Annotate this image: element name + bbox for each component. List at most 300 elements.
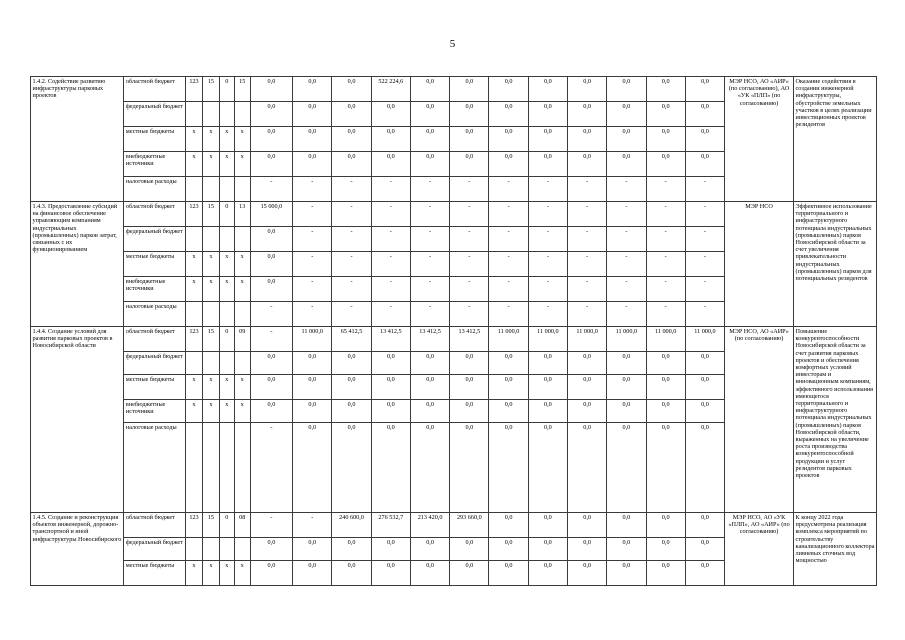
amount-cell: 0,0 xyxy=(371,423,410,513)
item-title: 1.4.3. Предоставление субсидий на финансовое обеспечение управляющим компаниям индустриальных (промышленных) парков затрат, связанных с их функционированием xyxy=(31,202,124,327)
amount-cell: - xyxy=(646,202,685,227)
amount-cell: - xyxy=(410,252,449,277)
budget-code xyxy=(219,102,234,127)
amount-cell: - xyxy=(646,302,685,327)
funding-source: внебюджетные источники xyxy=(124,277,186,302)
budget-code: x xyxy=(185,400,202,423)
budget-code xyxy=(219,177,234,202)
amount-cell: - xyxy=(450,202,489,227)
amount-cell: 0,0 xyxy=(293,77,332,102)
budget-code: x xyxy=(185,127,202,152)
budget-code: x xyxy=(234,400,250,423)
amount-cell: - xyxy=(489,227,528,252)
amount-cell: 0,0 xyxy=(607,152,646,177)
amount-cell: 0,0 xyxy=(450,152,489,177)
budget-code: x xyxy=(219,252,234,277)
amount-cell: 0,0 xyxy=(250,252,292,277)
budget-code: 09 xyxy=(234,327,250,352)
amount-cell: - xyxy=(293,252,332,277)
amount-cell: 0,0 xyxy=(332,102,371,127)
amount-cell: 0,0 xyxy=(607,538,646,561)
amount-cell: - xyxy=(607,277,646,302)
table-row xyxy=(31,327,877,352)
amount-cell: 0,0 xyxy=(332,127,371,152)
amount-cell: - xyxy=(410,277,449,302)
amount-cell: 13 412,5 xyxy=(371,327,410,352)
amount-cell: - xyxy=(450,227,489,252)
amount-cell: - xyxy=(568,202,607,227)
amount-cell: - xyxy=(607,177,646,202)
amount-cell: - xyxy=(250,177,292,202)
amount-cell: 0,0 xyxy=(450,77,489,102)
amount-cell: 0,0 xyxy=(332,352,371,375)
budget-code xyxy=(185,423,202,513)
amount-cell: 0,0 xyxy=(685,127,724,152)
amount-cell: 0,0 xyxy=(489,102,528,127)
amount-cell: - xyxy=(332,252,371,277)
amount-cell: 0,0 xyxy=(489,513,528,538)
amount-cell: - xyxy=(489,202,528,227)
amount-cell: 65 412,5 xyxy=(332,327,371,352)
amount-cell: 0,0 xyxy=(410,561,449,586)
amount-cell: 0,0 xyxy=(607,352,646,375)
funding-source: областной бюджет xyxy=(124,513,186,538)
amount-cell: 0,0 xyxy=(371,102,410,127)
budget-code xyxy=(185,102,202,127)
amount-cell: - xyxy=(250,513,292,538)
funding-source: федеральный бюджет xyxy=(124,227,186,252)
table-row xyxy=(31,77,877,102)
amount-cell: 0,0 xyxy=(410,400,449,423)
budget-code xyxy=(234,352,250,375)
budget-code: x xyxy=(219,277,234,302)
amount-cell: - xyxy=(371,177,410,202)
amount-cell: - xyxy=(489,302,528,327)
funding-source: местные бюджеты xyxy=(124,375,186,400)
amount-cell: - xyxy=(646,252,685,277)
amount-cell: 0,0 xyxy=(568,513,607,538)
amount-cell: 0,0 xyxy=(568,352,607,375)
budget-code: x xyxy=(234,127,250,152)
amount-cell: 13 412,5 xyxy=(410,327,449,352)
budget-code: x xyxy=(202,152,219,177)
budget-code: x xyxy=(185,277,202,302)
amount-cell: - xyxy=(410,202,449,227)
expected-result-cell: Повышение конкурентоспособности Новосибирской области за счет развития парковых проектов и обеспечения комфортных условий инвесторам и инновационным компаниям, эффективного использования имеющегося территориального и инфраструктурного потенциала индустриальных (промышленных) парков Новосибирской области, выраженных на увеличение роста производства конкурентоспособной продукции и услуг резидентов парковых проектов xyxy=(794,327,877,513)
amount-cell: 0,0 xyxy=(250,561,292,586)
amount-cell: - xyxy=(685,202,724,227)
amount-cell: - xyxy=(646,177,685,202)
amount-cell: - xyxy=(332,302,371,327)
budget-code xyxy=(234,423,250,513)
budget-code xyxy=(234,302,250,327)
amount-cell: - xyxy=(371,202,410,227)
amount-cell: 0,0 xyxy=(528,352,567,375)
budget-code xyxy=(185,227,202,252)
amount-cell: 0,0 xyxy=(371,538,410,561)
amount-cell: 0,0 xyxy=(332,152,371,177)
item-title: 1.4.4. Создание условий для развития парковых проектов в Новосибирской области xyxy=(31,327,124,513)
amount-cell: - xyxy=(250,423,292,513)
amount-cell: - xyxy=(607,252,646,277)
amount-cell: - xyxy=(646,227,685,252)
amount-cell: 13 412,5 xyxy=(450,327,489,352)
budget-code: 123 xyxy=(185,77,202,102)
budget-code: x xyxy=(234,277,250,302)
amount-cell: 0,0 xyxy=(250,77,292,102)
amount-cell: 0,0 xyxy=(293,375,332,400)
item-title: 1.4.5. Создание и реконструкция объектов инженерной, дорожно-транспортной и иной инфраструктуры Новосибирского xyxy=(31,513,124,586)
amount-cell: 0,0 xyxy=(250,277,292,302)
amount-cell: 0,0 xyxy=(410,77,449,102)
funding-source: федеральный бюджет xyxy=(124,538,186,561)
amount-cell: 0,0 xyxy=(685,152,724,177)
budget-code xyxy=(185,352,202,375)
amount-cell: 0,0 xyxy=(646,400,685,423)
funding-source: налоговые расходы xyxy=(124,177,186,202)
amount-cell: - xyxy=(332,177,371,202)
budget-code: 15 xyxy=(202,327,219,352)
budget-code xyxy=(202,423,219,513)
amount-cell: 0,0 xyxy=(410,127,449,152)
amount-cell: 0,0 xyxy=(332,561,371,586)
budget-code xyxy=(202,227,219,252)
amount-cell: 0,0 xyxy=(332,423,371,513)
amount-cell: 0,0 xyxy=(293,400,332,423)
funding-source: налоговые расходы xyxy=(124,423,186,513)
amount-cell: - xyxy=(293,513,332,538)
amount-cell: 0,0 xyxy=(332,538,371,561)
amount-cell: 0,0 xyxy=(646,375,685,400)
amount-cell: - xyxy=(568,227,607,252)
budget-code xyxy=(234,538,250,561)
table-row xyxy=(31,513,877,538)
budget-code: x xyxy=(185,375,202,400)
amount-cell: 276 532,7 xyxy=(371,513,410,538)
budget-code xyxy=(185,177,202,202)
budget-code: x xyxy=(219,127,234,152)
amount-cell: 11 000,0 xyxy=(489,327,528,352)
item-title: 1.4.2. Содействие развитию инфраструктуры парковых проектов xyxy=(31,77,124,202)
budget-code xyxy=(202,352,219,375)
amount-cell: - xyxy=(685,227,724,252)
funding-source: местные бюджеты xyxy=(124,127,186,152)
expected-result-cell: Оказание содействия в создании инженерной инфраструктуры, обустройстве земельных участков в целях реализации инвестиционных проектов резидентов xyxy=(794,77,877,202)
budget-code xyxy=(219,538,234,561)
amount-cell: 213 420,0 xyxy=(410,513,449,538)
amount-cell: 0,0 xyxy=(646,538,685,561)
amount-cell: 0,0 xyxy=(450,423,489,513)
budget-code: x xyxy=(234,252,250,277)
amount-cell: 0,0 xyxy=(607,77,646,102)
funding-source: областной бюджет xyxy=(124,77,186,102)
amount-cell: 0,0 xyxy=(607,127,646,152)
executor-cell: МЭР НСО, АО «АИР» (по согласованию) xyxy=(725,327,794,513)
budget-code xyxy=(234,227,250,252)
budget-code: 15 xyxy=(202,77,219,102)
amount-cell: 0,0 xyxy=(371,127,410,152)
amount-cell: 0,0 xyxy=(568,423,607,513)
budget-code: x xyxy=(185,152,202,177)
amount-cell: 0,0 xyxy=(528,400,567,423)
amount-cell: 0,0 xyxy=(250,352,292,375)
amount-cell: - xyxy=(332,277,371,302)
budget-code: x xyxy=(202,252,219,277)
amount-cell: - xyxy=(332,227,371,252)
budget-code: x xyxy=(202,561,219,586)
amount-cell: 0,0 xyxy=(489,127,528,152)
amount-cell: - xyxy=(685,277,724,302)
expected-result-cell: Эффективное использование территориального и инфраструктурного потенциала индустриальных (промышленных) парков Новосибирской области за счет увеличения привлекательности индустриальных (промышленных) парков для потенциальных резидентов xyxy=(794,202,877,327)
budget-code xyxy=(202,302,219,327)
budget-code: x xyxy=(234,375,250,400)
amount-cell: 0,0 xyxy=(685,423,724,513)
amount-cell: 0,0 xyxy=(685,400,724,423)
amount-cell: 0,0 xyxy=(568,102,607,127)
amount-cell: 0,0 xyxy=(646,561,685,586)
amount-cell: - xyxy=(489,277,528,302)
amount-cell: 0,0 xyxy=(410,152,449,177)
amount-cell: 0,0 xyxy=(293,127,332,152)
amount-cell: - xyxy=(410,302,449,327)
amount-cell: 0,0 xyxy=(250,375,292,400)
amount-cell: - xyxy=(250,327,292,352)
budget-code: 13 xyxy=(234,202,250,227)
funding-source: областной бюджет xyxy=(124,327,186,352)
budget-table xyxy=(30,76,877,586)
amount-cell: 0,0 xyxy=(685,538,724,561)
amount-cell: - xyxy=(371,302,410,327)
amount-cell: 0,0 xyxy=(646,102,685,127)
amount-cell: - xyxy=(450,277,489,302)
amount-cell: 0,0 xyxy=(489,538,528,561)
amount-cell: - xyxy=(450,302,489,327)
amount-cell: 0,0 xyxy=(607,400,646,423)
amount-cell: 0,0 xyxy=(410,538,449,561)
amount-cell: - xyxy=(528,252,567,277)
table-row xyxy=(31,202,877,227)
amount-cell: 11 000,0 xyxy=(607,327,646,352)
amount-cell: 0,0 xyxy=(568,77,607,102)
amount-cell: 0,0 xyxy=(450,127,489,152)
funding-source: местные бюджеты xyxy=(124,561,186,586)
amount-cell: - xyxy=(250,302,292,327)
amount-cell: 0,0 xyxy=(568,400,607,423)
amount-cell: 293 660,0 xyxy=(450,513,489,538)
amount-cell: - xyxy=(293,277,332,302)
budget-code: x xyxy=(202,375,219,400)
budget-code: x xyxy=(219,561,234,586)
amount-cell: 0,0 xyxy=(528,423,567,513)
executor-cell: МЭР НСО xyxy=(725,202,794,327)
amount-cell: 0,0 xyxy=(250,400,292,423)
budget-code: 15 xyxy=(202,513,219,538)
amount-cell: - xyxy=(568,252,607,277)
amount-cell: 0,0 xyxy=(332,77,371,102)
amount-cell: 0,0 xyxy=(250,538,292,561)
budget-code: 0 xyxy=(219,77,234,102)
executor-cell: МЭР НСО, АО «УК «ПЛП», АО «АИР» (по согласованию) xyxy=(725,513,794,586)
amount-cell: - xyxy=(607,227,646,252)
amount-cell: 0,0 xyxy=(293,423,332,513)
amount-cell: - xyxy=(528,227,567,252)
amount-cell: 0,0 xyxy=(646,77,685,102)
amount-cell: - xyxy=(371,227,410,252)
budget-code xyxy=(219,423,234,513)
amount-cell: - xyxy=(489,177,528,202)
funding-source: налоговые расходы xyxy=(124,302,186,327)
amount-cell: 0,0 xyxy=(371,352,410,375)
amount-cell: 0,0 xyxy=(250,227,292,252)
amount-cell: 0,0 xyxy=(489,423,528,513)
amount-cell: 0,0 xyxy=(528,375,567,400)
amount-cell: 0,0 xyxy=(528,102,567,127)
budget-code: 0 xyxy=(219,327,234,352)
amount-cell: 0,0 xyxy=(410,375,449,400)
budget-code: 123 xyxy=(185,327,202,352)
amount-cell: 0,0 xyxy=(450,352,489,375)
amount-cell: 0,0 xyxy=(685,513,724,538)
amount-cell: 0,0 xyxy=(568,561,607,586)
amount-cell: 11 000,0 xyxy=(528,327,567,352)
amount-cell: 0,0 xyxy=(528,538,567,561)
budget-code xyxy=(219,352,234,375)
amount-cell: - xyxy=(568,302,607,327)
amount-cell: 0,0 xyxy=(371,561,410,586)
amount-cell: 0,0 xyxy=(450,400,489,423)
amount-cell: 0,0 xyxy=(607,561,646,586)
amount-cell: 0,0 xyxy=(685,102,724,127)
budget-code: x xyxy=(185,252,202,277)
amount-cell: 0,0 xyxy=(450,561,489,586)
amount-cell: 0,0 xyxy=(250,102,292,127)
amount-cell: - xyxy=(450,252,489,277)
amount-cell: - xyxy=(646,277,685,302)
amount-cell: 0,0 xyxy=(293,538,332,561)
amount-cell: - xyxy=(528,202,567,227)
amount-cell: - xyxy=(607,202,646,227)
expected-result-cell: К концу 2022 года предусмотрена реализация комплекса мероприятий по строительству канализационного коллектора ливневых сточных вод мощностью xyxy=(794,513,877,586)
amount-cell: - xyxy=(410,177,449,202)
budget-code: x xyxy=(185,561,202,586)
amount-cell: 0,0 xyxy=(528,513,567,538)
amount-cell: - xyxy=(371,252,410,277)
amount-cell: 0,0 xyxy=(450,375,489,400)
amount-cell: - xyxy=(528,277,567,302)
budget-code: x xyxy=(202,277,219,302)
amount-cell: 0,0 xyxy=(410,423,449,513)
amount-cell: 240 600,0 xyxy=(332,513,371,538)
amount-cell: 0,0 xyxy=(568,127,607,152)
amount-cell: 0,0 xyxy=(646,127,685,152)
funding-source: местные бюджеты xyxy=(124,252,186,277)
amount-cell: 11 000,0 xyxy=(293,327,332,352)
budget-code xyxy=(219,227,234,252)
amount-cell: 0,0 xyxy=(528,77,567,102)
amount-cell: 0,0 xyxy=(371,400,410,423)
amount-cell: 0,0 xyxy=(332,400,371,423)
amount-cell: 15 000,0 xyxy=(250,202,292,227)
budget-code: 15 xyxy=(234,77,250,102)
amount-cell: 0,0 xyxy=(489,152,528,177)
amount-cell: 0,0 xyxy=(489,400,528,423)
amount-cell: - xyxy=(293,227,332,252)
budget-code: x xyxy=(219,152,234,177)
budget-code xyxy=(219,302,234,327)
budget-code: 08 xyxy=(234,513,250,538)
amount-cell: 0,0 xyxy=(489,352,528,375)
budget-code: 123 xyxy=(185,513,202,538)
amount-cell: 0,0 xyxy=(293,561,332,586)
amount-cell: - xyxy=(685,302,724,327)
amount-cell: - xyxy=(568,177,607,202)
budget-code: 0 xyxy=(219,513,234,538)
budget-code xyxy=(234,177,250,202)
amount-cell: 0,0 xyxy=(646,513,685,538)
amount-cell: 0,0 xyxy=(528,561,567,586)
amount-cell: - xyxy=(685,252,724,277)
amount-cell: 0,0 xyxy=(568,538,607,561)
budget-code xyxy=(202,102,219,127)
amount-cell: 0,0 xyxy=(250,152,292,177)
amount-cell: 0,0 xyxy=(410,352,449,375)
amount-cell: 0,0 xyxy=(489,375,528,400)
amount-cell: 0,0 xyxy=(450,538,489,561)
amount-cell: 0,0 xyxy=(489,561,528,586)
amount-cell: 11 000,0 xyxy=(568,327,607,352)
funding-source: федеральный бюджет xyxy=(124,102,186,127)
amount-cell: 0,0 xyxy=(685,352,724,375)
amount-cell: - xyxy=(528,302,567,327)
amount-cell: - xyxy=(332,202,371,227)
amount-cell: 0,0 xyxy=(685,375,724,400)
budget-code: x xyxy=(202,127,219,152)
amount-cell: 0,0 xyxy=(646,352,685,375)
funding-source: федеральный бюджет xyxy=(124,352,186,375)
amount-cell: 0,0 xyxy=(607,102,646,127)
budget-code xyxy=(185,302,202,327)
budget-code xyxy=(185,538,202,561)
amount-cell: - xyxy=(293,202,332,227)
amount-cell: - xyxy=(568,277,607,302)
amount-cell: 0,0 xyxy=(293,352,332,375)
amount-cell: 0,0 xyxy=(293,152,332,177)
amount-cell: 0,0 xyxy=(685,77,724,102)
budget-code: x xyxy=(202,400,219,423)
budget-code: 123 xyxy=(185,202,202,227)
budget-code: 15 xyxy=(202,202,219,227)
amount-cell: - xyxy=(293,177,332,202)
page-number: 5 xyxy=(449,38,456,50)
budget-code xyxy=(202,538,219,561)
executor-cell: МЭР НСО, АО «АИР» (по согласованию), АО «УК «ПЛП» (по согласованию) xyxy=(725,77,794,202)
amount-cell: - xyxy=(489,252,528,277)
amount-cell: - xyxy=(528,177,567,202)
amount-cell: 522 224,6 xyxy=(371,77,410,102)
amount-cell: 0,0 xyxy=(607,513,646,538)
amount-cell: 0,0 xyxy=(568,375,607,400)
funding-source: внебюджетные источники xyxy=(124,400,186,423)
amount-cell: - xyxy=(607,302,646,327)
budget-code: x xyxy=(234,561,250,586)
funding-source: областной бюджет xyxy=(124,202,186,227)
amount-cell: - xyxy=(685,177,724,202)
amount-cell: 0,0 xyxy=(685,561,724,586)
amount-cell: 0,0 xyxy=(607,375,646,400)
budget-code: x xyxy=(234,152,250,177)
amount-cell: 0,0 xyxy=(371,375,410,400)
amount-cell: 0,0 xyxy=(410,102,449,127)
